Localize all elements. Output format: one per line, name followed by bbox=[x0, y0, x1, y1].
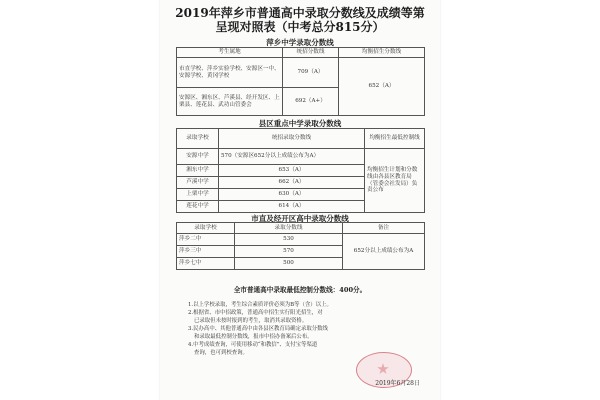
note-line: 2.根据省、市中招政策，普通高中招生实行阳光招生，对 bbox=[188, 310, 323, 316]
balanced-note-cell: 均衡招生计划和分数线由各县区教育局（管委会社发局）负责公布 bbox=[365, 149, 425, 213]
table-header-row bbox=[177, 129, 425, 149]
note-line: 和录取最低控制分数线，报市中招办备案后公布。 bbox=[194, 334, 313, 340]
score-cell: 692（A+） bbox=[283, 88, 339, 116]
remark-cell: 652分以上成绩公布为A bbox=[343, 234, 425, 270]
minimum-score-line: 全市普通高中录取最低控制分数线：400分。 bbox=[233, 286, 367, 294]
section2-title: 县区重点中学录取分数线 bbox=[258, 119, 342, 128]
score-cell: 570（安源区652分以上成绩公布为A） bbox=[219, 149, 365, 165]
score-cell: 614（A） bbox=[219, 201, 365, 213]
score-cell: 662（A） bbox=[219, 177, 365, 189]
header-cell: 备注 bbox=[343, 223, 425, 234]
section1-title: 萍乡中学录取分数线 bbox=[266, 38, 334, 47]
school-cell: 萍乡七中 bbox=[177, 258, 235, 270]
school-cell: 安源中学 bbox=[177, 149, 219, 165]
header-cell: 录取分数线 bbox=[235, 223, 343, 234]
header-cell: 统招分数线 bbox=[283, 48, 339, 58]
section3-table bbox=[176, 222, 425, 270]
table-row bbox=[177, 58, 425, 88]
score-cell: 630（A） bbox=[219, 189, 365, 201]
signature-date: 2019年6月28日 bbox=[375, 380, 420, 387]
school-cell: 湘东中学 bbox=[177, 165, 219, 177]
table-header-row bbox=[177, 48, 425, 58]
note-line: 4.中考成绩查询，可使用移动“和教信”、支付宝等渠道 bbox=[188, 342, 318, 348]
area-cell: 市直学校、萍乡实验学校、安源区一中、安源学校、黄冈学校 bbox=[177, 58, 283, 88]
table-header-row bbox=[177, 223, 425, 234]
school-cell: 萍乡二中 bbox=[177, 234, 235, 246]
note-line: 已录取但未按时报到的考生，取消其录取资格。 bbox=[194, 318, 308, 324]
document-sheet bbox=[160, 0, 440, 400]
section3-title: 市直及经开区高中录取分数线 bbox=[251, 214, 349, 223]
notes-list bbox=[188, 301, 400, 357]
header-cell: 录取学校 bbox=[177, 129, 219, 149]
score-cell: 500 bbox=[235, 258, 343, 270]
school-cell: 上栗中学 bbox=[177, 189, 219, 201]
score-cell: 530 bbox=[235, 234, 343, 246]
school-cell: 莲花中学 bbox=[177, 201, 219, 213]
section2-table bbox=[176, 128, 425, 213]
school-cell: 萍乡三中 bbox=[177, 246, 235, 258]
header-cell: 统招录取分数线 bbox=[219, 129, 365, 149]
table-row bbox=[177, 234, 425, 246]
section1-table bbox=[176, 47, 425, 116]
school-cell: 芦溪中学 bbox=[177, 177, 219, 189]
note-line: 1.以上学校录取，考生综合素质评价必须为B等（含）以上。 bbox=[188, 302, 332, 308]
header-cell: 考生属地 bbox=[177, 48, 283, 58]
score-cell: 709（A） bbox=[283, 58, 339, 88]
header-cell: 均衡招生分数线 bbox=[339, 48, 425, 58]
document-title-line1: 2019年萍乡市普通高中录取分数线及成绩等第 bbox=[175, 6, 425, 20]
note-line: 3.民办高中、其他普通高中由各县区教育局确定录取分数线 bbox=[188, 326, 328, 332]
score-cell: 570 bbox=[235, 246, 343, 258]
score-cell: 653（A） bbox=[219, 165, 365, 177]
area-cell: 安源区、湘东区、芦溪县、经开发区、上栗县、莲花县、武功山管委会 bbox=[177, 88, 283, 116]
document-title-line2: 呈现对照表（中考总分815分） bbox=[215, 20, 385, 34]
table-row bbox=[177, 149, 425, 165]
header-cell: 均衡招生最低控制线 bbox=[365, 129, 425, 149]
header-cell: 录取学校 bbox=[177, 223, 235, 234]
note-line: 查询，也可到校查询。 bbox=[194, 350, 248, 356]
balanced-score-cell: 652（A） bbox=[339, 58, 425, 116]
